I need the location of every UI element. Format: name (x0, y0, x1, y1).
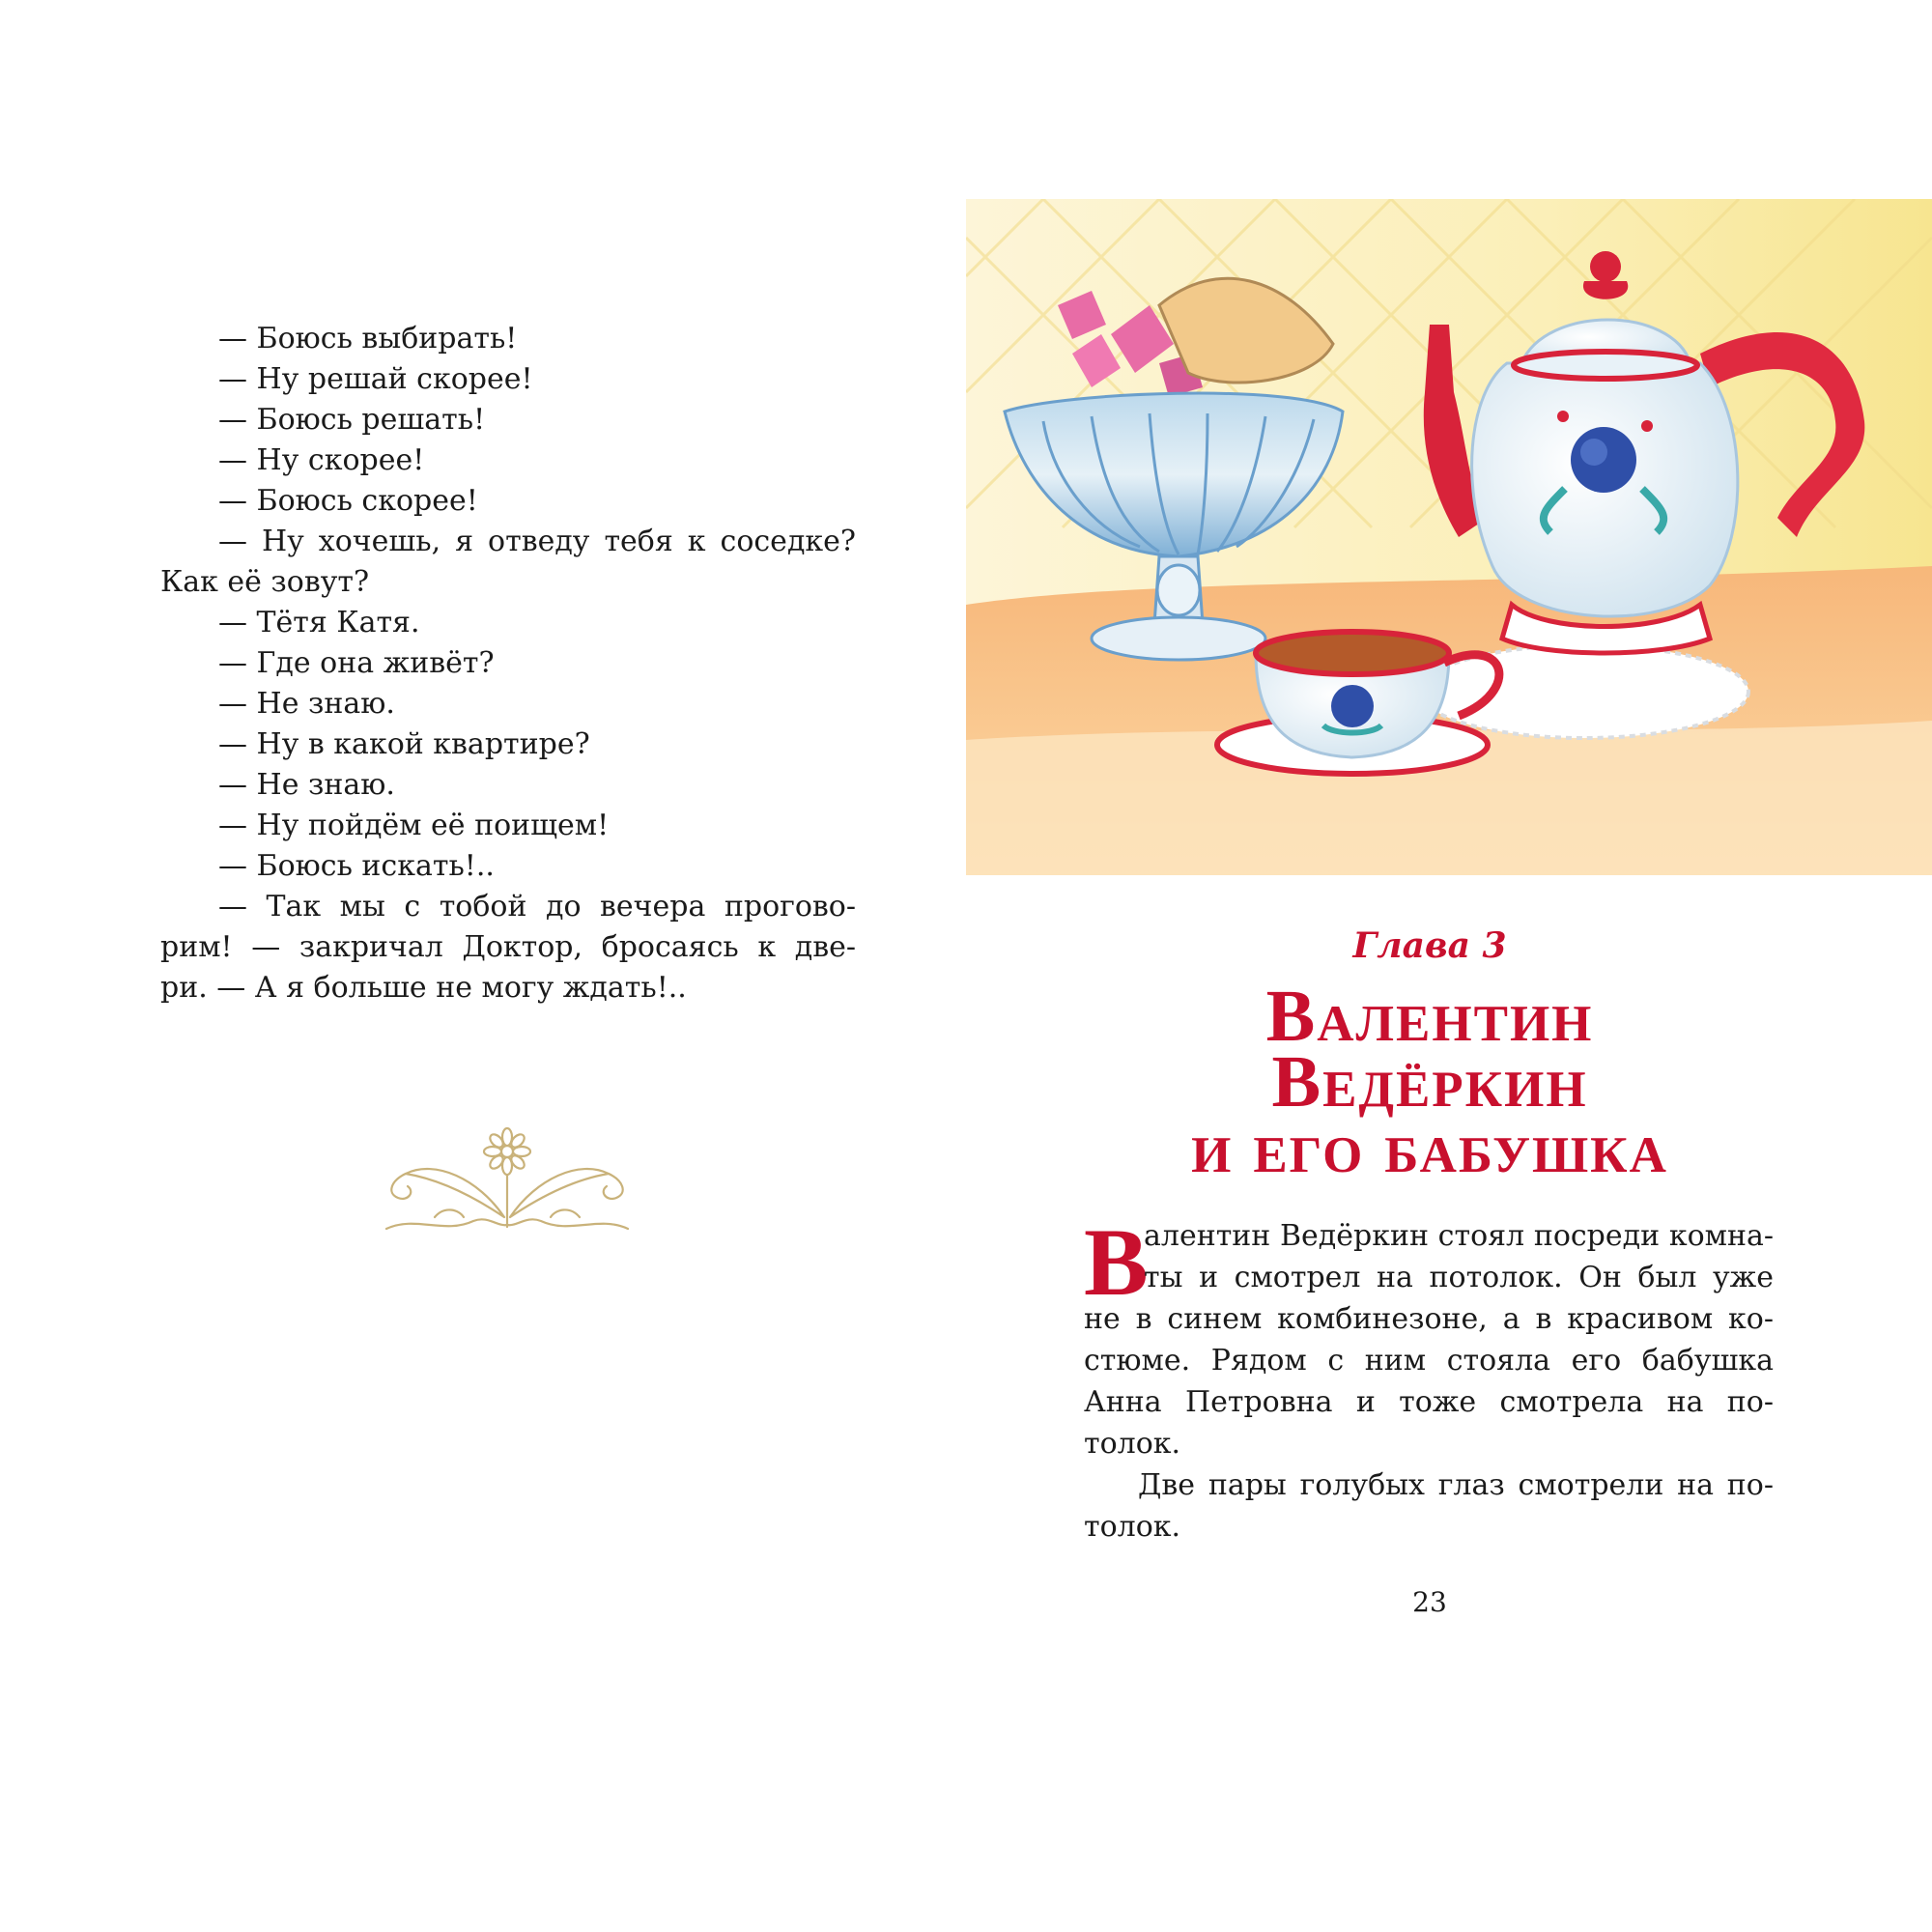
text-line: — Не знаю. (218, 687, 395, 721)
text-line: — Тётя Катя. (218, 606, 420, 639)
chapter-title-line: Ведёркин (1271, 1041, 1588, 1122)
text-line: ты и смотрел на потолок. Он был уже (1144, 1261, 1774, 1294)
chapter-title-line: и его бабушка (1191, 1107, 1668, 1188)
text-line: алентин Ведёркин стоял посреди комна- (1144, 1219, 1774, 1253)
text-line: — Ну скорее! (218, 443, 425, 477)
text-line: — Где она живёт? (218, 646, 495, 680)
text-line: — Ну в какой квартире? (218, 727, 590, 761)
right-page-text (1084, 1208, 1774, 1548)
text-line: — Ну пойдём её поищем! (218, 809, 610, 842)
chapter-label: Глава 3 (1352, 925, 1507, 966)
text-line: — Так мы с тобой до вечера прогово- (218, 890, 856, 923)
left-page-text (160, 319, 856, 1009)
text-line: рим! — закричал Доктор, бросаясь к две- (160, 930, 856, 964)
text-line: Как её зовут? (160, 565, 370, 599)
text-line: — Ну решай скорее! (218, 362, 533, 396)
text-line: Анна Петровна и тоже смотрела на по- (1084, 1385, 1774, 1419)
chapter-title (966, 976, 1893, 1188)
text-line: толок. (1084, 1427, 1181, 1461)
floral-ornament-icon (377, 1121, 638, 1236)
text-line: не в синем комбинезоне, а в красивом ко- (1084, 1302, 1774, 1336)
tea-set-illustration (966, 199, 1932, 875)
text-line: толок. (1084, 1510, 1181, 1544)
text-line: стюме. Рядом с ним стояла его бабушка (1084, 1344, 1774, 1378)
text-line: — Боюсь выбирать! (218, 322, 518, 355)
text-line: — Боюсь скорее! (218, 484, 478, 518)
text-line: — Не знаю. (218, 768, 395, 802)
text-line: — Ну хочешь, я отведу тебя к соседке? (218, 525, 856, 558)
chapter-title-line: Валентин (1265, 976, 1594, 1057)
text-line: — Боюсь решать! (218, 403, 486, 437)
text-line: Две пары голубых глаз смотрели на по- (1138, 1468, 1774, 1502)
text-line: ри. — А я больше не могу ждать!.. (160, 971, 687, 1005)
page-number: 23 (1412, 1586, 1447, 1618)
drop-cap: В (1084, 1208, 1149, 1316)
text-line: — Боюсь искать!.. (218, 849, 495, 883)
